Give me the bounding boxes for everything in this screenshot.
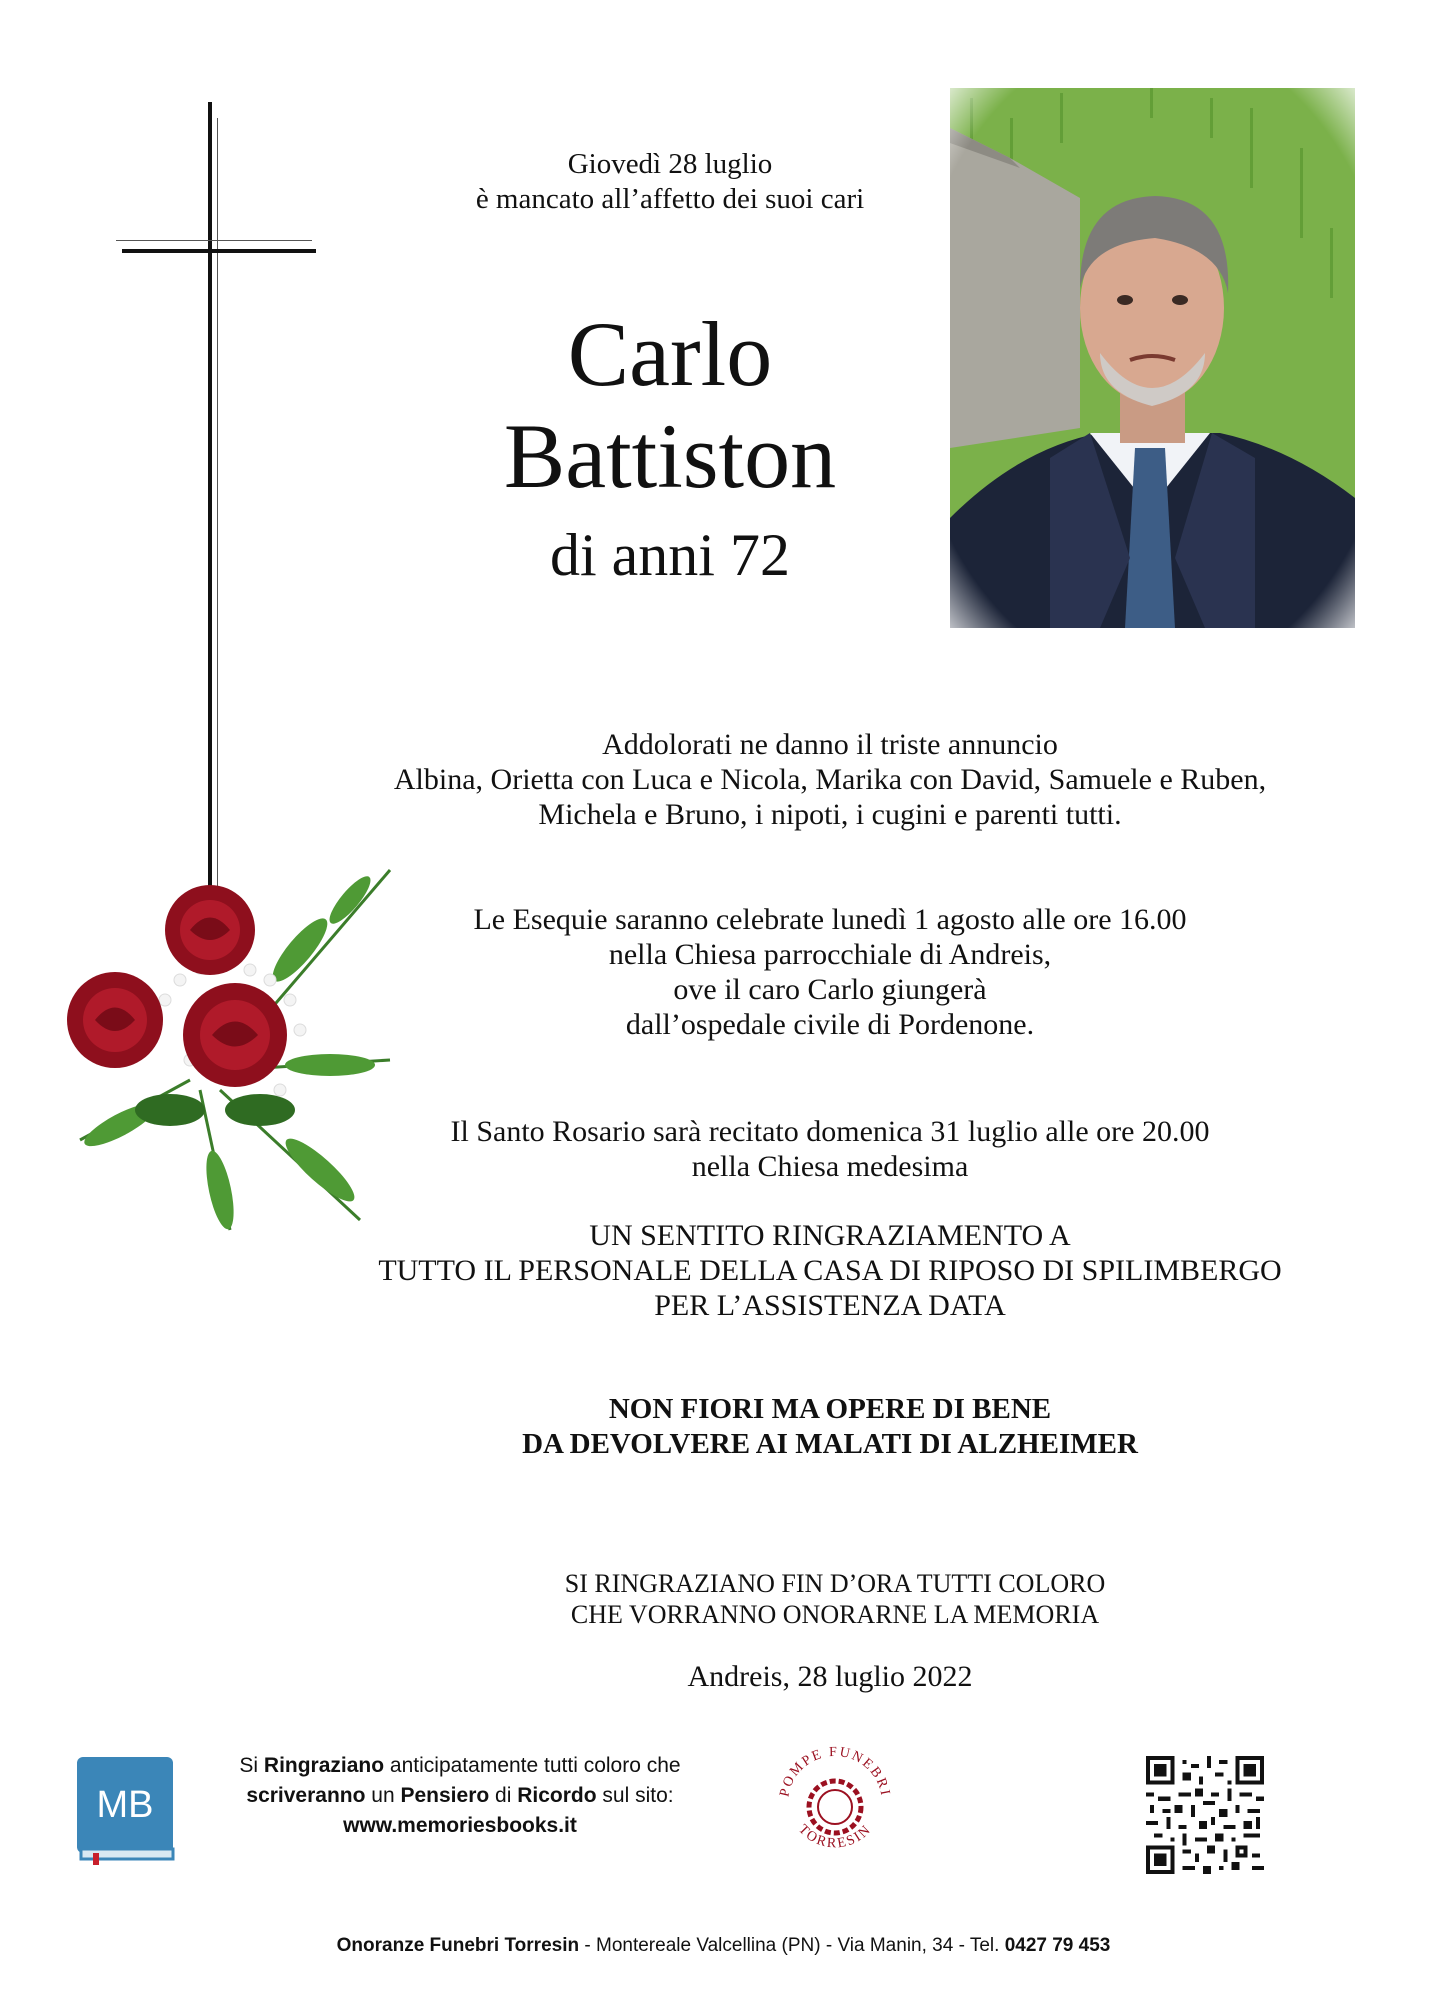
rosary-line: Il Santo Rosario sarà recitato domenica 31 luglio alle ore 20.00 <box>450 1115 1210 1148</box>
donation-line: DA DEVOLVERE AI MALATI DI ALZHEIMER <box>522 1428 1138 1460</box>
intro-passed-away: è mancato all’affetto dei suoi cari <box>475 183 865 215</box>
footer-contact <box>0 1935 1447 1957</box>
intro-text <box>420 147 920 217</box>
mb-text-part: Pensiero <box>400 1784 490 1807</box>
mb-text-part: sul sito: <box>596 1784 674 1807</box>
mb-line-3 <box>200 1811 720 1841</box>
mb-line-2 <box>200 1781 720 1811</box>
memory-line: SI RINGRAZIANO FIN D’ORA TUTTI COLORO <box>564 1569 1106 1598</box>
mb-text-part: Si <box>239 1754 264 1777</box>
footer-address: - Montereale Valcellina (PN) - Via Manin, 34 - Tel. <box>579 1935 1005 1956</box>
funeral-line: dall’ospedale civile di Pordenone. <box>625 1008 1035 1041</box>
cross-vertical-thin-line <box>217 118 218 888</box>
mb-text-part: scriveranno <box>246 1784 366 1807</box>
donation-request <box>260 1392 1400 1462</box>
announcement-line: Michela e Bruno, i nipoti, i cugini e parenti tutti. <box>538 798 1122 831</box>
footer-company: Onoranze Funebri Torresin <box>336 1935 580 1956</box>
pf-logo-bottom-text: TORRESIN <box>795 1821 875 1852</box>
thanks-line: PER L’ASSISTENZA DATA <box>654 1289 1006 1322</box>
pompe-funebri-torresin-logo <box>770 1735 900 1865</box>
cross-horizontal-bar <box>122 249 316 253</box>
rosary-paragraph <box>360 1114 1300 1184</box>
footer-phone[interactable]: 0427 79 453 <box>1004 1935 1111 1956</box>
mb-text-part: Ricordo <box>517 1784 597 1807</box>
deceased-portrait-photo <box>950 88 1355 628</box>
mb-logo-text: MB <box>96 1784 154 1826</box>
announcement-line: Albina, Orietta con Luca e Nicola, Marika con David, Samuele e Ruben, <box>393 763 1267 796</box>
last-name: Battiston <box>503 405 837 507</box>
funeral-line: Le Esequie saranno celebrate lunedì 1 agosto alle ore 16.00 <box>473 903 1187 936</box>
mb-text-part: un <box>365 1784 401 1807</box>
place-and-date: Andreis, 28 luglio 2022 <box>687 1660 973 1693</box>
announcement-paragraph <box>260 727 1400 832</box>
svg-text:TORRESIN <box>795 1822 875 1852</box>
mb-line-1 <box>200 1751 720 1781</box>
mb-text-part: anticipatamente tutti coloro che <box>384 1754 681 1777</box>
funeral-paragraph <box>360 902 1300 1042</box>
memory-thanks <box>440 1568 1230 1630</box>
thanks-paragraph <box>260 1218 1400 1323</box>
intro-date: Giovedì 28 luglio <box>567 148 773 180</box>
mb-text-part: Ringraziano <box>263 1754 385 1777</box>
donation-line: NON FIORI MA OPERE DI BENE <box>608 1393 1052 1425</box>
first-name: Carlo <box>567 303 773 405</box>
memoriesbooks-logo <box>77 1757 175 1865</box>
thanks-line: TUTTO IL PERSONALE DELLA CASA DI RIPOSO DI SPILIMBERGO <box>378 1254 1282 1287</box>
deceased-name <box>400 303 940 507</box>
memoriesbooks-url-link[interactable]: www.memoriesbooks.it <box>343 1814 577 1837</box>
memoriesbooks-message <box>200 1751 720 1841</box>
qr-code[interactable] <box>1146 1756 1264 1874</box>
cross-horizontal-thin-line <box>116 240 312 241</box>
funeral-line: ove il caro Carlo giungerà <box>673 973 987 1006</box>
deceased-age: di anni 72 <box>550 522 790 588</box>
memory-line: CHE VORRANNO ONORARNE LA MEMORIA <box>570 1600 1100 1629</box>
thanks-line: UN SENTITO RINGRAZIAMENTO A <box>589 1219 1071 1252</box>
rosary-line: nella Chiesa medesima <box>691 1150 969 1183</box>
roses-bouquet-illustration <box>60 860 400 1240</box>
funeral-line: nella Chiesa parrocchiale di Andreis, <box>608 938 1052 971</box>
cross-vertical-bar <box>208 102 212 892</box>
pf-logo-top-text: POMPE FUNEBRI <box>777 1744 893 1799</box>
announcement-line: Addolorati ne danno il triste annuncio <box>602 728 1058 761</box>
mb-text-part: di <box>489 1784 518 1807</box>
